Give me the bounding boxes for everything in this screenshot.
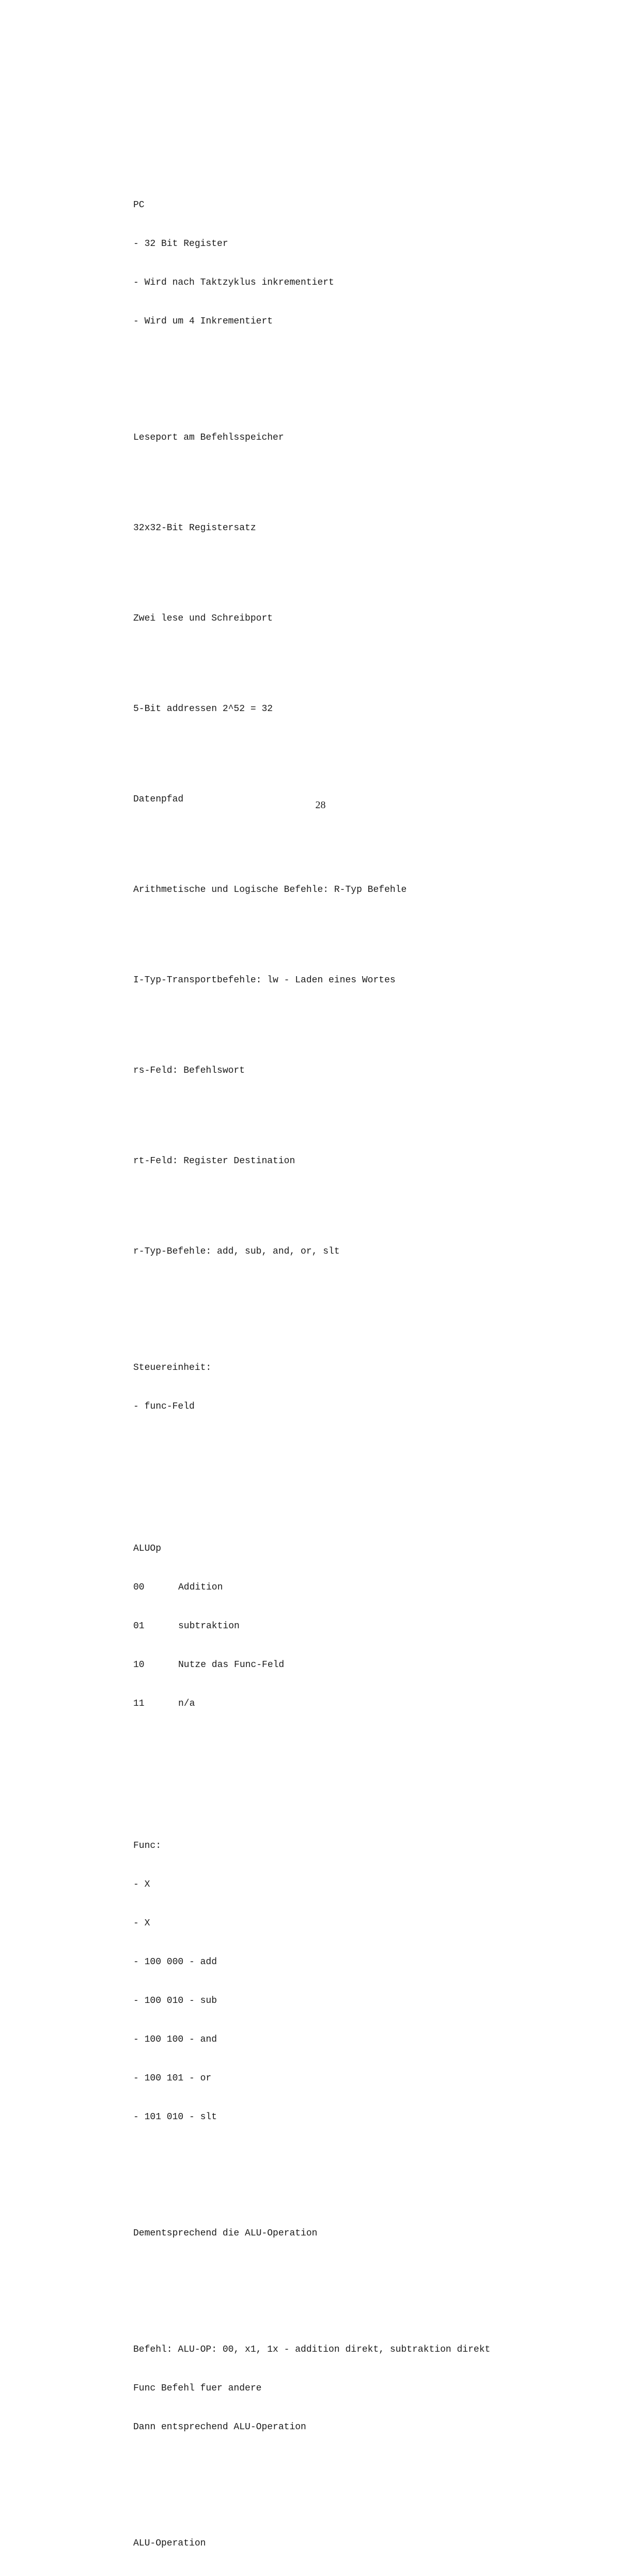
paragraph-rt: rt-Feld: Register Destination [133,1156,295,1166]
paragraph-ityp: I-Typ-Transportbefehle: lw - Laden eines Wortes [133,975,396,985]
paragraph-registersatz: 32x32-Bit Registersatz [133,523,256,533]
spacer [133,651,490,664]
list-item: - X [133,1879,150,1890]
list-item: - func-Feld [133,1401,195,1412]
section-title: PC [133,200,145,210]
list-item: - 101 010 - slt [133,2112,217,2122]
aluop-meaning: Addition [178,1582,223,1593]
aluop-row [133,1698,490,1710]
paragraph-ports: Zwei lese und Schreibport [133,613,273,624]
section-title: ALUOp [133,1544,162,1554]
page-number: 28 [315,799,326,811]
text-line: Dann entsprechend ALU-Operation [133,2422,306,2432]
section-title: Func: [133,1841,162,1851]
spacer [133,922,490,935]
aluop-row [133,1659,490,1672]
section-pc [133,173,490,354]
paragraph-adressen: 5-Bit addressen 2^52 = 32 [133,704,273,714]
section-title: Steuereinheit: [133,1363,212,1373]
spacer [133,1013,490,1026]
page-content [133,134,490,2576]
aluop-meaning: Nutze das Func-Feld [178,1660,285,1670]
paragraph-alu-operation: ALU-Operation [133,2538,206,2549]
paragraph-arith: Arithmetische und Logische Befehle: R-Typ Befehle [133,885,407,895]
spacer [133,380,490,393]
paragraph-rtyp: r-Typ-Befehle: add, sub, and, or, slt [133,1246,340,1257]
spacer [133,1284,490,1297]
paragraph-leseport: Leseport am Befehlsspeicher [133,433,284,443]
list-item: - 100 010 - sub [133,1996,217,2006]
section-befehl [133,2318,490,2460]
spacer [133,1103,490,1116]
aluop-code: 11 [133,1699,145,1709]
spacer [133,2486,490,2498]
paragraph-datenpfad: Datenpfad [133,794,184,805]
section-steuereinheit [133,1336,490,1439]
section-func [133,1814,490,2150]
list-item: - Wird nach Taktzyklus inkrementiert [133,277,334,288]
aluop-code: 01 [133,1621,145,1631]
aluop-code: 00 [133,1582,145,1593]
section-aluop [133,1517,490,1736]
paragraph-rs: rs-Feld: Befehlswort [133,1066,245,1076]
spacer [133,1194,490,1207]
list-item: - 100 101 - or [133,2073,212,2084]
spacer [133,470,490,483]
aluop-code: 10 [133,1660,145,1670]
aluop-row [133,1620,490,1633]
aluop-meaning: subtraktion [178,1621,240,1631]
spacer [133,561,490,574]
spacer [133,2266,490,2279]
spacer [133,1465,490,1478]
list-item: - 100 100 - and [133,2034,217,2045]
aluop-meaning: n/a [178,1699,195,1709]
spacer [133,742,490,754]
text-line: Befehl: ALU-OP: 00, x1, 1x - addition direkt, subtraktion direkt [133,2344,491,2355]
list-item: - 100 000 - add [133,1957,217,1967]
list-item: - 32 Bit Register [133,239,228,249]
text-line: Func Befehl fuer andere [133,2383,262,2394]
paragraph-dementsprechend: Dementsprechend die ALU-Operation [133,2228,318,2239]
list-item: - X [133,1918,150,1929]
aluop-row [133,1581,490,1594]
spacer [133,2176,490,2188]
spacer [133,1762,490,1775]
list-item: - Wird um 4 Inkrementiert [133,316,273,327]
spacer [133,832,490,845]
